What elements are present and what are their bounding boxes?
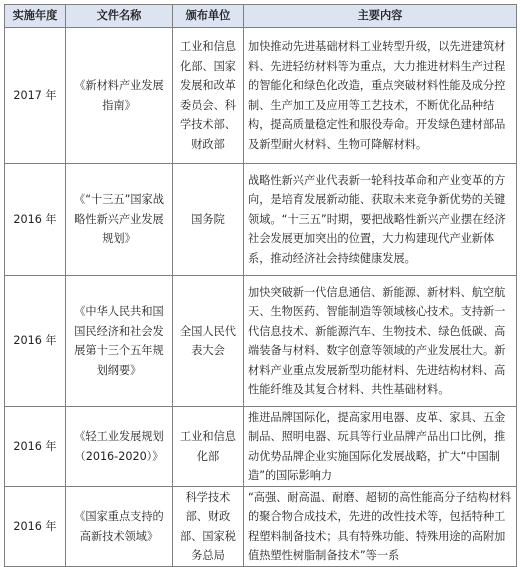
year-cell: 2016 年	[5, 487, 66, 567]
content-cell: 推进品牌国际化，提高家用电器、皮革、家具、五金制品、照明电器、玩具等行业品牌产品出口比例，推动优势品牌企业实施国际化发展战略，扩大“中国制造”的国际影响力	[244, 407, 517, 487]
year-cell: 2016 年	[5, 164, 66, 276]
document-name-cell: 《“十三五”国家战略性新兴产业发展规划》	[66, 164, 173, 276]
table-row	[5, 164, 517, 276]
table-row	[5, 28, 517, 164]
issuer-cell: 工业和信息化部、国家发展和改革委员会、科学技术部、财政部	[173, 28, 244, 164]
header-document-name: 文件名称	[66, 5, 173, 28]
document-name-cell: 《轻工业发展规划（2016-2020）》	[66, 407, 173, 487]
issuer-cell: 科学技术部、财政部、国家税务总局	[173, 487, 244, 567]
table-row	[5, 487, 517, 567]
policy-table-container	[4, 4, 516, 567]
table-row	[5, 276, 517, 407]
header-issuer: 颁布单位	[173, 5, 244, 28]
document-name-cell: 《中华人民共和国国民经济和社会发展第十三个五年规划纲要》	[66, 276, 173, 407]
header-year: 实施年度	[5, 5, 66, 28]
content-cell: 加快推动先进基础材料工业转型升级，以先进建筑材料、先进轻纺材料等为重点，大力推进材料生产过程的智能化和绿色化改造，重点突破材料性能及成分控制、生产加工及应用等工艺技术，不断优化品种结构，提高质量稳定性和服役寿命。开发绿色建材部品及新型耐火材料、生物可降解材料。	[244, 28, 517, 164]
content-cell: 战略性新兴产业代表新一轮科技革命和产业变革的方向，是培育发展新动能、获取未来竞争新优势的关键领域。“十三五”时期，要把战略性新兴产业摆在经济社会发展更加突出的位置，大力构建现代产业新体系，推动经济社会持续健康发展。	[244, 164, 517, 276]
year-cell: 2016 年	[5, 407, 66, 487]
content-cell: “高强、耐高温、耐磨、超韧的高性能高分子结构材料的聚合物合成技术，先进的改性技术等，包括特种工程塑料制备技术；具有特殊功能、特殊用途的高附加值热塑性树脂制备技术”等一系	[244, 487, 517, 567]
content-cell: 加快突破新一代信息通信、新能源、新材料、航空航天、生物医药、智能制造等领域核心技术。支持新一代信息技术、新能源汽车、生物技术、绿色低碳、高端装备与材料、数字创意等领域的产业发展壮大。新材料产业重点发展新型功能材料、先进结构材料、高性能纤维及其复合材料、共性基础材料。	[244, 276, 517, 407]
year-cell: 2016 年	[5, 276, 66, 407]
header-main-content: 主要内容	[244, 5, 517, 28]
document-name-cell: 《国家重点支持的高新技术领域》	[66, 487, 173, 567]
issuer-cell: 全国人民代表大会	[173, 276, 244, 407]
year-cell: 2017 年	[5, 28, 66, 164]
header-row	[5, 5, 517, 28]
document-name-cell: 《新材料产业发展指南》	[66, 28, 173, 164]
policy-table	[4, 4, 517, 567]
table-row	[5, 407, 517, 487]
issuer-cell: 工业和信息化部	[173, 407, 244, 487]
issuer-cell: 国务院	[173, 164, 244, 276]
